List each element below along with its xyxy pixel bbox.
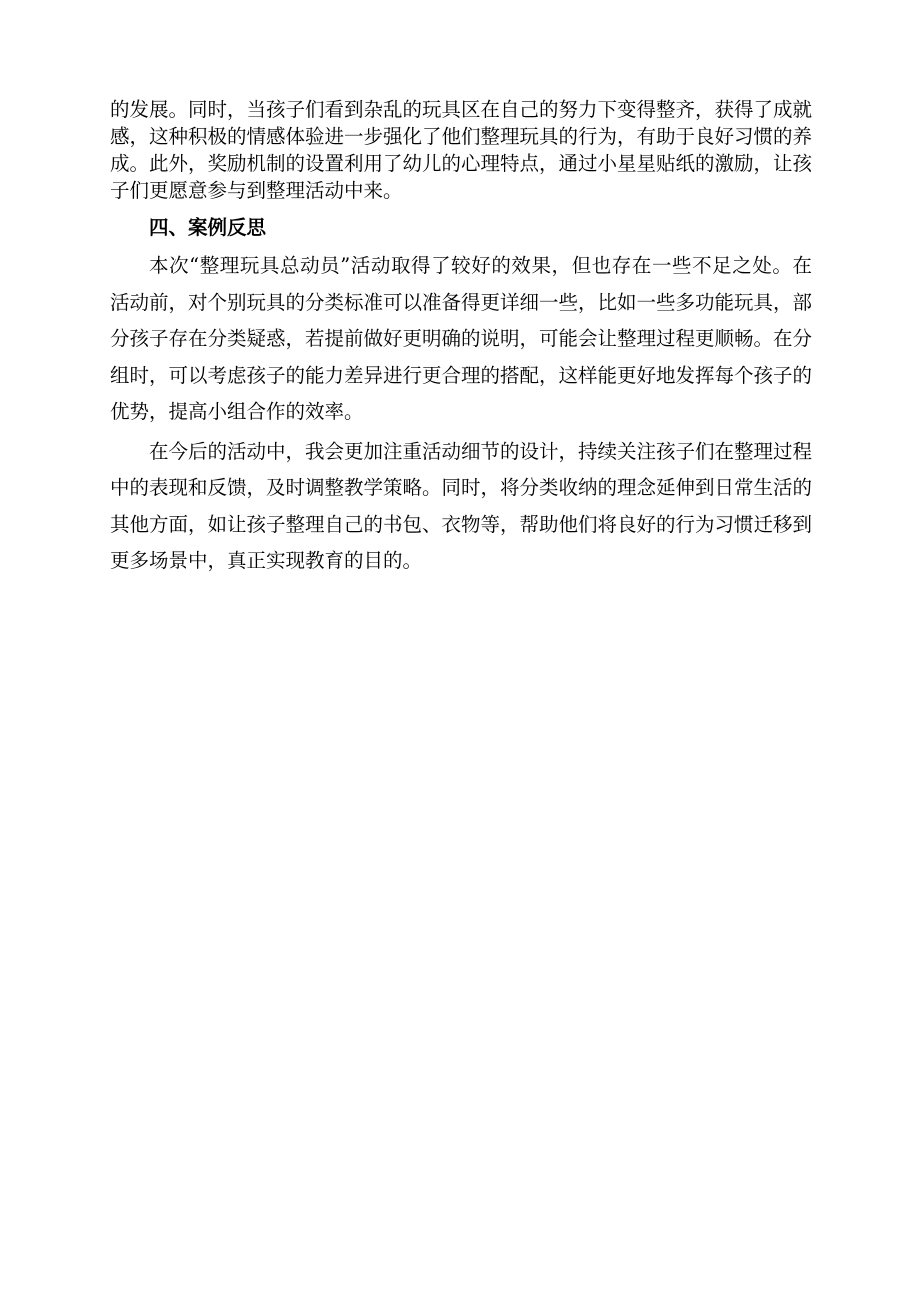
section-heading: 四、案例反思 xyxy=(149,216,267,239)
continued-paragraph: 的发展。同时，当孩子们看到杂乱的玩具区在自己的努力下变得整齐，获得了成就感，这种积极的情感体验进一步强化了他们整理玩具的行为，有助于良好习惯的养成。此外，奖励机制的设置利用了幼儿的心理特点，通过小星星贴纸的激励，让孩子们更愿意参与到整理活动中来。 xyxy=(110,98,813,202)
document-body xyxy=(110,96,812,580)
reflection-paragraph-2: 在今后的活动中，我会更加注重活动细节的设计，持续关注孩子们在整理过程中的表现和反馈，及时调整教学策略。同时，将分类收纳的理念延伸到日常生活的其他方面，如让孩子整理自己的书包、衣物等，帮助他们将良好的行为习惯迁移到更多场景中，真正实现教育的目的。 xyxy=(110,439,813,572)
reflection-paragraph-1: 本次“整理玩具总动员”活动取得了较好的效果，但也存在一些不足之处。在活动前，对个别玩具的分类标准可以准备得更详细一些，比如一些多功能玩具，部分孩子存在分类疑惑，若提前做好更明确的说明，可能会让整理过程更顺畅。在分组时，可以考虑孩子的能力差异进行更合理的搭配，这样能更好地发挥每个孩子的优势，提高小组合作的效率。 xyxy=(110,254,813,423)
